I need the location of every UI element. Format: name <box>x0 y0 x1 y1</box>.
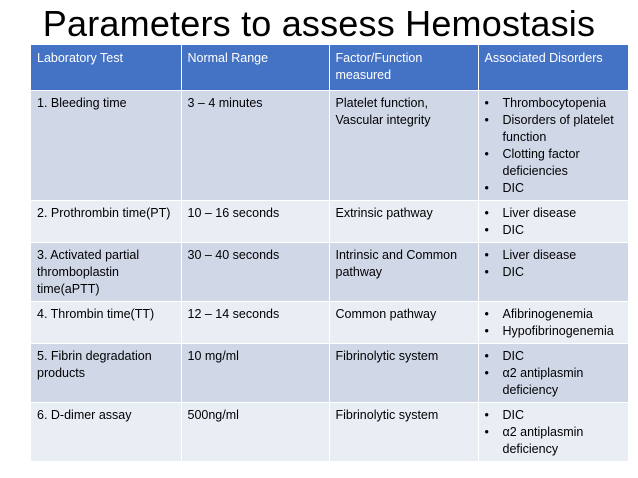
cell-factor: Platelet function, Vascular integrity <box>329 91 478 201</box>
cell-disorders <box>478 302 628 344</box>
cell-test: 4. Thrombin time(TT) <box>31 302 181 344</box>
cell-factor: Common pathway <box>329 302 478 344</box>
cell-test: 2. Prothrombin time(PT) <box>31 201 181 243</box>
disorder-item: • DIC <box>485 180 623 197</box>
table-row <box>31 243 628 302</box>
header-associated-disorders: Associated Disorders <box>478 45 628 91</box>
table-row <box>31 91 628 201</box>
disorder-item: • Disorders of platelet function <box>485 112 623 146</box>
disorder-item: • α2 antiplasmin deficiency <box>485 365 623 399</box>
cell-range: 3 – 4 minutes <box>181 91 329 201</box>
disorder-item: • Clotting factor deficiencies <box>485 146 623 180</box>
cell-test: 1. Bleeding time <box>31 91 181 201</box>
table-header-row <box>31 45 628 91</box>
disorder-item: • DIC <box>485 348 623 365</box>
disorder-item: • Hypofibrinogenemia <box>485 323 623 340</box>
disorder-item: • Liver disease <box>485 205 623 222</box>
cell-factor: Intrinsic and Common pathway <box>329 243 478 302</box>
table-row <box>31 201 628 243</box>
cell-test: 5. Fibrin degradation products <box>31 344 181 403</box>
disorder-item: • Thrombocytopenia <box>485 95 623 112</box>
cell-range: 10 mg/ml <box>181 344 329 403</box>
cell-test: 3. Activated partial thromboplastin time(aPTT) <box>31 243 181 302</box>
cell-disorders <box>478 91 628 201</box>
cell-range: 12 – 14 seconds <box>181 302 329 344</box>
header-laboratory-test: Laboratory Test <box>31 45 181 91</box>
header-factor-function: Factor/Function measured <box>329 45 478 91</box>
disorder-item: • DIC <box>485 407 623 424</box>
disorder-item: • α2 antiplasmin deficiency <box>485 424 623 458</box>
disorder-item: • DIC <box>485 222 623 239</box>
slide-title: Parameters to assess Hemostasis <box>42 3 596 44</box>
cell-factor: Fibrinolytic system <box>329 403 478 462</box>
hemostasis-table <box>31 45 628 461</box>
cell-disorders <box>478 403 628 462</box>
cell-range: 30 – 40 seconds <box>181 243 329 302</box>
table-row <box>31 302 628 344</box>
header-normal-range: Normal Range <box>181 45 329 91</box>
cell-disorders <box>478 201 628 243</box>
cell-range: 500ng/ml <box>181 403 329 462</box>
disorder-item: • Liver disease <box>485 247 623 264</box>
cell-disorders <box>478 243 628 302</box>
disorder-item: • DIC <box>485 264 623 281</box>
table-row <box>31 344 628 403</box>
cell-test: 6. D-dimer assay <box>31 403 181 462</box>
cell-disorders <box>478 344 628 403</box>
disorder-item: • Afibrinogenemia <box>485 306 623 323</box>
cell-factor: Extrinsic pathway <box>329 201 478 243</box>
table-row <box>31 403 628 462</box>
cell-range: 10 – 16 seconds <box>181 201 329 243</box>
cell-factor: Fibrinolytic system <box>329 344 478 403</box>
